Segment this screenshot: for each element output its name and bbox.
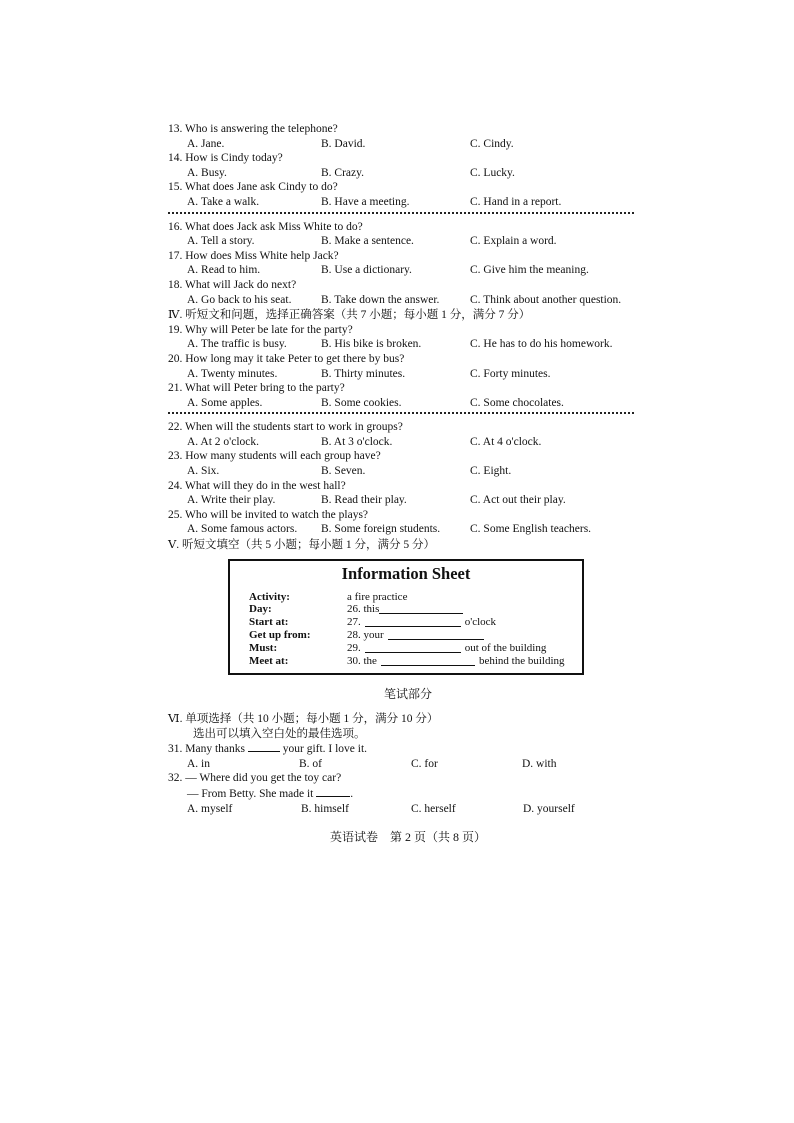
option-c: C. Lucky. [470,166,515,179]
option-b: B. Some foreign students. [321,523,441,536]
option-b: B. Read their play. [321,494,407,507]
info-suffix: o'clock [464,616,497,629]
option-a: A. Busy. [187,166,227,179]
option-b: B. His bike is broken. [321,338,422,351]
option-a: A. Some famous actors. [187,523,298,536]
question-25 [168,508,648,537]
option-a: A. Some apples. [187,396,263,409]
option-b: B. Have a meeting. [321,195,410,208]
option-a: A. Tell a story. [187,235,255,248]
information-sheet-title: Information Sheet [341,563,471,583]
info-row-must [230,642,582,655]
option-c: C. Think about another question. [470,293,622,306]
answer-blank-29[interactable] [365,642,461,653]
info-value: 27. [347,616,361,629]
question-31 [168,741,648,771]
information-sheet [228,559,584,676]
question-text [168,741,648,757]
question-24 [168,479,648,508]
question-text: 14. How is Cindy today? [168,152,283,165]
question-15 [168,180,648,209]
info-label: Day: [249,603,272,616]
section-6-heading: Ⅵ. 单项选择（共 10 小题；每小题 1 分，满分 10 分） [168,713,439,725]
option-a: A. Six. [187,465,220,478]
question-stem-end: . [350,787,354,800]
question-group-19-21 [168,323,648,411]
info-value: 30. the [347,654,377,667]
answer-blank-27[interactable] [365,616,461,627]
question-text: 20. How long may it take Peter to get there by bus? [168,352,405,365]
option-b: B. Some cookies. [321,396,402,409]
option-b: B. Thirty minutes. [321,367,406,380]
question-text: 24. What will they do in the west hall? [168,479,346,492]
question-text: 23. How many students will each group have? [168,450,381,463]
answer-blank-32[interactable] [316,786,350,797]
question-text: 13. Who is answering the telephone? [168,123,338,135]
question-20 [168,352,648,381]
option-b: B. Seven. [321,465,366,478]
info-value: 28. your [347,629,384,642]
exam-page [168,122,648,845]
answer-blank-31[interactable] [248,741,280,752]
question-text: 22. When will the students start to work in groups? [168,421,403,434]
info-value: 29. [347,641,361,654]
option-c: C. Explain a word. [470,235,557,248]
option-b: B. Use a dictionary. [321,264,412,277]
question-text: 18. What will Jack do next? [168,278,297,291]
dotted-divider [168,412,634,414]
info-value: 26. this [347,603,380,616]
option-a: A. At 2 o'clock. [187,435,260,448]
question-32 [168,771,648,816]
option-b: B. Crazy. [321,166,365,179]
option-b: B. Make a sentence. [321,235,414,248]
question-reply [168,786,648,802]
answer-blank-28[interactable] [388,629,484,640]
question-18 [168,278,648,307]
option-c: C. for [411,757,438,770]
option-c: C. Cindy. [470,137,514,150]
option-a: A. The traffic is busy. [187,338,287,351]
option-d: D. yourself [523,802,575,815]
question-21 [168,381,648,410]
option-b: B. At 3 o'clock. [321,435,393,448]
dotted-divider [168,212,634,214]
info-row-activity [230,591,582,604]
info-label: Get up from: [249,629,311,642]
question-group-22-25 [168,420,648,537]
question-text: 17. How does Miss White help Jack? [168,249,339,262]
question-17 [168,249,648,278]
info-row-day [230,603,582,616]
question-13 [168,122,648,151]
option-c: C. Some English teachers. [470,523,592,536]
question-22 [168,420,648,449]
option-c: C. Give him the meaning. [470,264,589,277]
question-stem: — From Betty. She made it [187,787,314,800]
written-part-title: 笔试部分 [383,687,432,702]
question-14 [168,151,648,180]
option-c: C. Act out their play. [470,494,566,507]
option-c: C. Some chocolates. [470,396,564,409]
info-suffix: behind the building [478,654,565,667]
question-group-16-18 [168,220,648,308]
question-stem-end: your gift. I love it. [282,743,368,756]
option-b: B. David. [321,137,366,150]
info-label: Activity: [249,590,290,603]
option-a: A. Write their play. [187,494,276,507]
option-c: C. Forty minutes. [470,367,551,380]
option-b: B. Take down the answer. [321,293,440,306]
option-c: C. At 4 o'clock. [470,435,542,448]
option-c: C. Hand in a report. [470,195,562,208]
question-text: 25. Who will be invited to watch the plays? [168,508,369,521]
question-19 [168,323,648,352]
info-value: a fire practice [347,590,408,603]
option-a: A. Read to him. [187,264,261,277]
option-d: D. with [522,757,557,770]
question-16 [168,220,648,249]
info-label: Must: [249,641,278,654]
page-footer: 英语试卷 第 2 页（共 8 页） [329,830,486,845]
question-text: 21. What will Peter bring to the party? [168,382,345,395]
info-label: Meet at: [249,654,289,667]
info-label: Start at: [249,616,289,629]
question-23 [168,449,648,478]
section-4-heading: Ⅳ. 听短文和问题，选择正确答案（共 7 小题；每小题 1 分，满分 7 分） [168,309,531,322]
option-b: B. himself [301,802,349,815]
option-a: A. myself [187,802,233,815]
question-stem: 31. Many thanks [168,743,245,756]
option-a: A. in [187,757,210,770]
option-a: A. Take a walk. [187,195,260,208]
option-a: A. Go back to his seat. [187,293,292,306]
question-text: 16. What does Jack ask Miss White to do? [168,220,363,233]
answer-blank-26[interactable] [379,603,463,614]
question-group-13-15 [168,122,648,210]
question-text: 15. What does Jane ask Cindy to do? [168,181,338,194]
info-suffix: out of the building [464,641,547,654]
option-b: B. of [299,757,322,770]
section-6-instruction: 选出可以填入空白处的最佳选项。 [193,727,366,740]
option-c: C. herself [411,802,456,815]
option-a: A. Jane. [187,137,225,150]
question-text: 19. Why will Peter be late for the party? [168,323,353,336]
option-a: A. Twenty minutes. [187,367,278,380]
info-row-meet [230,655,582,668]
answer-blank-30[interactable] [381,655,475,666]
info-row-get-up [230,629,582,642]
question-text: 32. — Where did you get the toy car? [168,772,342,785]
info-row-start [230,616,582,629]
section-5-heading: Ⅴ. 听短文填空（共 5 小题；每小题 1 分，满分 5 分） [168,539,436,552]
option-c: C. He has to do his homework. [470,338,613,351]
option-c: C. Eight. [470,465,512,478]
